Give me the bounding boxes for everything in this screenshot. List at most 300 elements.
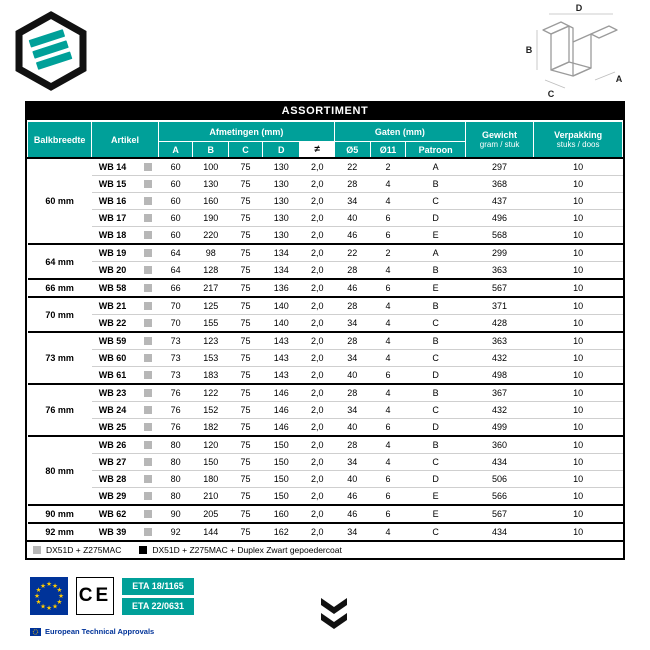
- artikel-label: WB 25: [98, 422, 127, 432]
- dim-d-cell: 130: [262, 176, 299, 193]
- verpakking-cell: 10: [534, 158, 623, 176]
- holes-o11-cell: 4: [370, 332, 406, 350]
- dim-b-cell: 100: [193, 158, 229, 176]
- artikel-label: WB 27: [98, 457, 127, 467]
- coating-swatch: [144, 371, 152, 379]
- patroon-cell: A: [406, 244, 466, 262]
- table-row: [28, 350, 623, 367]
- artikel-label: WB 20: [98, 265, 127, 275]
- diagram-label-c: C: [547, 89, 555, 99]
- artikel-cell: [92, 350, 159, 367]
- gewicht-cell: 499: [465, 419, 533, 437]
- coating-swatch: [144, 492, 152, 500]
- col-header-c: C: [229, 142, 263, 159]
- legend-swatch: [139, 546, 147, 554]
- coating-swatch: [144, 510, 152, 518]
- table-row: [28, 210, 623, 227]
- coating-swatch: [144, 475, 152, 483]
- table-row: [28, 384, 623, 402]
- patroon-cell: B: [406, 436, 466, 454]
- table-row: [28, 158, 623, 176]
- diagram-label-a: A: [615, 74, 623, 84]
- dim-c-cell: 75: [229, 350, 263, 367]
- thickness-cell: 2,0: [300, 297, 335, 315]
- holes-o11-cell: 6: [370, 227, 406, 245]
- dim-b-cell: 217: [193, 279, 229, 297]
- patroon-cell: B: [406, 262, 466, 280]
- holes-o11-cell: 2: [370, 244, 406, 262]
- patroon-cell: C: [406, 454, 466, 471]
- dim-a-cell: 76: [158, 384, 193, 402]
- dim-d-cell: 140: [262, 297, 299, 315]
- col-header-o11: Ø11: [370, 142, 406, 159]
- table-row: [28, 505, 623, 523]
- col-header-gaten: Gaten (mm): [334, 122, 465, 142]
- svg-text:★: ★: [35, 599, 42, 607]
- dim-d-cell: 150: [262, 488, 299, 506]
- dim-d-cell: 162: [262, 523, 299, 540]
- holes-o5-cell: 28: [334, 176, 370, 193]
- thickness-cell: 2,0: [300, 279, 335, 297]
- balkbreedte-cell: 76 mm: [28, 384, 92, 436]
- artikel-cell: [92, 193, 159, 210]
- dim-d-cell: 143: [262, 350, 299, 367]
- coating-swatch: [144, 302, 152, 310]
- assortiment-table: [25, 101, 625, 560]
- dim-d-cell: 146: [262, 402, 299, 419]
- holes-o5-cell: 22: [334, 158, 370, 176]
- patroon-cell: B: [406, 384, 466, 402]
- verpakking-cell: 10: [534, 523, 623, 540]
- col-header-patroon: Patroon: [406, 142, 466, 159]
- table-title: ASSORTIMENT: [27, 103, 623, 121]
- verpakking-cell: 10: [534, 332, 623, 350]
- artikel-cell: [92, 367, 159, 385]
- artikel-cell: [92, 488, 159, 506]
- verpakking-cell: 10: [534, 402, 623, 419]
- dim-c-cell: 75: [229, 402, 263, 419]
- dim-a-cell: 60: [158, 210, 193, 227]
- holes-o11-cell: 4: [370, 384, 406, 402]
- artikel-label: WB 18: [98, 230, 127, 240]
- holes-o5-cell: 46: [334, 279, 370, 297]
- verpakking-cell: 10: [534, 350, 623, 367]
- dim-d-cell: 146: [262, 384, 299, 402]
- scroll-down-chevrons-icon[interactable]: [318, 596, 350, 632]
- artikel-cell: [92, 297, 159, 315]
- dim-c-cell: 75: [229, 488, 263, 506]
- coating-swatch: [144, 389, 152, 397]
- dim-b-cell: 190: [193, 210, 229, 227]
- gewicht-cell: 297: [465, 158, 533, 176]
- dim-a-cell: 64: [158, 244, 193, 262]
- dim-b-cell: 120: [193, 436, 229, 454]
- thickness-cell: 2,0: [300, 262, 335, 280]
- brand-logo: [12, 8, 90, 94]
- patroon-cell: C: [406, 315, 466, 333]
- artikel-cell: [92, 315, 159, 333]
- coating-swatch: [144, 458, 152, 466]
- gewicht-cell: 568: [465, 227, 533, 245]
- dim-d-cell: 136: [262, 279, 299, 297]
- table-row: [28, 367, 623, 385]
- svg-text:★: ★: [52, 603, 58, 611]
- dim-d-cell: 130: [262, 227, 299, 245]
- bracket-outline: [543, 22, 617, 76]
- balkbreedte-cell: 60 mm: [28, 158, 92, 244]
- verpakking-cell: 10: [534, 279, 623, 297]
- dim-c-cell: 75: [229, 523, 263, 540]
- ce-mark: CE: [76, 577, 114, 615]
- coating-swatch: [144, 214, 152, 222]
- dim-d-cell: 134: [262, 262, 299, 280]
- holes-o5-cell: 46: [334, 505, 370, 523]
- col-header-a: A: [158, 142, 193, 159]
- holes-o11-cell: 6: [370, 471, 406, 488]
- holes-o5-cell: 46: [334, 488, 370, 506]
- patroon-cell: D: [406, 367, 466, 385]
- dim-a-cell: 60: [158, 176, 193, 193]
- svg-text:★: ★: [34, 593, 40, 601]
- balkbreedte-cell: 66 mm: [28, 279, 92, 297]
- col-header-gewicht: [465, 122, 533, 159]
- thickness-cell: 2,0: [300, 471, 335, 488]
- col-header-artikel: Artikel: [92, 122, 159, 159]
- col-header-thickness: ≠: [300, 142, 335, 159]
- svg-text:★: ★: [52, 582, 58, 590]
- table-row: [28, 402, 623, 419]
- patroon-cell: D: [406, 419, 466, 437]
- eta-badge-2: ETA 22/0631: [122, 598, 194, 615]
- artikel-label: WB 62: [98, 509, 127, 519]
- dim-b-cell: 210: [193, 488, 229, 506]
- coating-swatch: [144, 423, 152, 431]
- table-row: [28, 436, 623, 454]
- patroon-cell: E: [406, 505, 466, 523]
- holes-o5-cell: 28: [334, 436, 370, 454]
- artikel-label: WB 19: [98, 248, 127, 258]
- dim-b-cell: 125: [193, 297, 229, 315]
- thickness-cell: 2,0: [300, 158, 335, 176]
- table-row: [28, 419, 623, 437]
- legend-item: [139, 545, 341, 555]
- dim-a-cell: 92: [158, 523, 193, 540]
- eta-caption-text: European Technical Approvals: [45, 627, 155, 636]
- mini-eu-flag-icon: [30, 628, 41, 636]
- verpakking-cell: 10: [534, 210, 623, 227]
- artikel-cell: [92, 505, 159, 523]
- dim-a-cell: 70: [158, 297, 193, 315]
- dim-a-cell: 90: [158, 505, 193, 523]
- dim-a-cell: 80: [158, 454, 193, 471]
- dim-b-cell: 155: [193, 315, 229, 333]
- table-row: [28, 332, 623, 350]
- verpakking-cell: 10: [534, 505, 623, 523]
- artikel-cell: [92, 384, 159, 402]
- thickness-cell: 2,0: [300, 315, 335, 333]
- dim-d-cell: 160: [262, 505, 299, 523]
- gewicht-cell: 567: [465, 505, 533, 523]
- dim-d-cell: 150: [262, 454, 299, 471]
- artikel-label: WB 24: [98, 405, 127, 415]
- gewicht-cell: 367: [465, 384, 533, 402]
- dim-b-cell: 205: [193, 505, 229, 523]
- dim-d-cell: 134: [262, 244, 299, 262]
- dim-b-cell: 182: [193, 419, 229, 437]
- artikel-label: WB 58: [98, 283, 127, 293]
- dim-b-cell: 153: [193, 350, 229, 367]
- gewicht-cell: 496: [465, 210, 533, 227]
- dim-c-cell: 75: [229, 244, 263, 262]
- svg-text:★: ★: [46, 605, 52, 613]
- dim-a-cell: 73: [158, 367, 193, 385]
- eu-flag-icon: [30, 577, 68, 615]
- eta-badge-1: ETA 18/1165: [122, 578, 194, 595]
- svg-text:★: ★: [35, 587, 42, 595]
- holes-o5-cell: 28: [334, 384, 370, 402]
- dim-c-cell: 75: [229, 176, 263, 193]
- dim-b-cell: 160: [193, 193, 229, 210]
- dim-a-cell: 70: [158, 315, 193, 333]
- dim-a-cell: 60: [158, 227, 193, 245]
- diagram-label-b: B: [525, 45, 533, 55]
- coating-swatch: [144, 319, 152, 327]
- dim-c-cell: 75: [229, 505, 263, 523]
- balkbreedte-cell: 92 mm: [28, 523, 92, 540]
- thickness-cell: 2,0: [300, 367, 335, 385]
- svg-text:★: ★: [40, 603, 46, 611]
- thickness-cell: 2,0: [300, 523, 335, 540]
- gewicht-cell: 371: [465, 297, 533, 315]
- svg-text:★: ★: [58, 593, 64, 601]
- verpakking-title: Verpakking: [554, 130, 603, 140]
- gewicht-cell: 432: [465, 350, 533, 367]
- holes-o5-cell: 28: [334, 262, 370, 280]
- verpakking-cell: 10: [534, 297, 623, 315]
- thickness-cell: 2,0: [300, 332, 335, 350]
- dim-a-cell: 80: [158, 488, 193, 506]
- gewicht-cell: 434: [465, 454, 533, 471]
- verpakking-cell: 10: [534, 471, 623, 488]
- holes-o11-cell: 6: [370, 419, 406, 437]
- holes-o11-cell: 4: [370, 523, 406, 540]
- table-row: [28, 471, 623, 488]
- holes-o5-cell: 34: [334, 523, 370, 540]
- verpakking-cell: 10: [534, 436, 623, 454]
- coating-swatch: [144, 180, 152, 188]
- patroon-cell: E: [406, 488, 466, 506]
- thickness-cell: 2,0: [300, 350, 335, 367]
- holes-o11-cell: 6: [370, 488, 406, 506]
- col-header-afmetingen: Afmetingen (mm): [158, 122, 334, 142]
- holes-o11-cell: 4: [370, 350, 406, 367]
- verpakking-cell: 10: [534, 315, 623, 333]
- patroon-cell: B: [406, 332, 466, 350]
- dim-a-cell: 60: [158, 158, 193, 176]
- holes-o11-cell: 4: [370, 402, 406, 419]
- holes-o5-cell: 46: [334, 227, 370, 245]
- col-header-o5: Ø5: [334, 142, 370, 159]
- dim-b-cell: 180: [193, 471, 229, 488]
- svg-text:★: ★: [46, 581, 52, 589]
- artikel-cell: [92, 210, 159, 227]
- balkbreedte-cell: 90 mm: [28, 505, 92, 523]
- coating-swatch: [144, 441, 152, 449]
- verpakking-cell: 10: [534, 384, 623, 402]
- thickness-cell: 2,0: [300, 210, 335, 227]
- thickness-cell: 2,0: [300, 402, 335, 419]
- legend-item: [33, 545, 121, 555]
- artikel-label: WB 29: [98, 491, 127, 501]
- coating-swatch: [144, 528, 152, 536]
- dim-c-cell: 75: [229, 210, 263, 227]
- gewicht-cell: 434: [465, 523, 533, 540]
- patroon-cell: D: [406, 471, 466, 488]
- dim-d-cell: 130: [262, 193, 299, 210]
- patroon-cell: C: [406, 350, 466, 367]
- gewicht-cell: 299: [465, 244, 533, 262]
- thickness-cell: 2,0: [300, 193, 335, 210]
- holes-o11-cell: 4: [370, 193, 406, 210]
- coating-swatch: [144, 406, 152, 414]
- verpakking-cell: 10: [534, 227, 623, 245]
- artikel-label: WB 26: [98, 440, 127, 450]
- gewicht-unit: gram / stuk: [479, 140, 520, 149]
- patroon-cell: C: [406, 193, 466, 210]
- coating-swatch: [144, 249, 152, 257]
- artikel-label: WB 39: [98, 527, 127, 537]
- dim-a-cell: 76: [158, 419, 193, 437]
- artikel-cell: [92, 419, 159, 437]
- table-row: [28, 176, 623, 193]
- diagram-label-d: D: [575, 3, 583, 13]
- thickness-cell: 2,0: [300, 176, 335, 193]
- balkbreedte-cell: 80 mm: [28, 436, 92, 505]
- gewicht-cell: 363: [465, 332, 533, 350]
- table-row: [28, 454, 623, 471]
- col-header-b: B: [193, 142, 229, 159]
- artikel-label: WB 59: [98, 336, 127, 346]
- patroon-cell: A: [406, 158, 466, 176]
- patroon-cell: E: [406, 279, 466, 297]
- coating-swatch: [144, 284, 152, 292]
- gewicht-cell: 360: [465, 436, 533, 454]
- artikel-cell: [92, 176, 159, 193]
- thickness-cell: 2,0: [300, 384, 335, 402]
- balkbreedte-cell: 64 mm: [28, 244, 92, 279]
- verpakking-unit: stuks / doos: [556, 140, 600, 149]
- artikel-cell: [92, 436, 159, 454]
- svg-text:★: ★: [40, 582, 46, 590]
- thickness-cell: 2,0: [300, 419, 335, 437]
- dim-c-cell: 75: [229, 262, 263, 280]
- dim-c-cell: 75: [229, 367, 263, 385]
- dim-b-cell: 98: [193, 244, 229, 262]
- holes-o11-cell: 6: [370, 367, 406, 385]
- holes-o11-cell: 4: [370, 262, 406, 280]
- dim-c-cell: 75: [229, 454, 263, 471]
- dim-c-cell: 75: [229, 471, 263, 488]
- coating-swatch: [144, 354, 152, 362]
- dimension-lines: [537, 14, 615, 88]
- gewicht-cell: 567: [465, 279, 533, 297]
- dim-c-cell: 75: [229, 158, 263, 176]
- col-header-d: D: [262, 142, 299, 159]
- coating-swatch: [144, 337, 152, 345]
- thickness-cell: 2,0: [300, 454, 335, 471]
- gewicht-cell: 428: [465, 315, 533, 333]
- artikel-label: WB 28: [98, 474, 127, 484]
- dim-d-cell: 140: [262, 315, 299, 333]
- coating-legend: [27, 540, 623, 558]
- thickness-cell: 2,0: [300, 436, 335, 454]
- col-header-verpakking: [534, 122, 623, 159]
- holes-o5-cell: 40: [334, 419, 370, 437]
- verpakking-cell: 10: [534, 488, 623, 506]
- verpakking-cell: 10: [534, 419, 623, 437]
- artikel-cell: [92, 332, 159, 350]
- legend-label: DX51D + Z275MAC: [46, 545, 122, 555]
- gewicht-cell: 368: [465, 176, 533, 193]
- coating-swatch: [144, 231, 152, 239]
- dim-c-cell: 75: [229, 419, 263, 437]
- dim-d-cell: 150: [262, 436, 299, 454]
- holes-o5-cell: 34: [334, 193, 370, 210]
- dim-d-cell: 143: [262, 332, 299, 350]
- coating-swatch: [144, 163, 152, 171]
- dim-d-cell: 143: [262, 367, 299, 385]
- holes-o11-cell: 4: [370, 176, 406, 193]
- legend-label: DX51D + Z275MAC + Duplex Zwart gepoedercoat: [152, 545, 342, 555]
- dim-c-cell: 75: [229, 436, 263, 454]
- artikel-label: WB 15: [98, 179, 127, 189]
- gewicht-cell: 506: [465, 471, 533, 488]
- coating-swatch: [144, 266, 152, 274]
- dim-c-cell: 75: [229, 227, 263, 245]
- dim-a-cell: 66: [158, 279, 193, 297]
- holes-o11-cell: 4: [370, 297, 406, 315]
- holes-o5-cell: 28: [334, 332, 370, 350]
- table-row: [28, 523, 623, 540]
- product-diagram: [520, 2, 632, 102]
- artikel-label: WB 22: [98, 318, 127, 328]
- thickness-cell: 2,0: [300, 227, 335, 245]
- dim-b-cell: 150: [193, 454, 229, 471]
- svg-text:★: ★: [56, 587, 63, 595]
- dim-d-cell: 130: [262, 210, 299, 227]
- dim-c-cell: 75: [229, 297, 263, 315]
- table-row: [28, 315, 623, 333]
- balkbreedte-cell: 73 mm: [28, 332, 92, 384]
- dim-b-cell: 122: [193, 384, 229, 402]
- holes-o5-cell: 34: [334, 454, 370, 471]
- patroon-cell: B: [406, 176, 466, 193]
- balkbreedte-cell: 70 mm: [28, 297, 92, 332]
- artikel-cell: [92, 471, 159, 488]
- dim-b-cell: 183: [193, 367, 229, 385]
- dim-a-cell: 80: [158, 436, 193, 454]
- dim-b-cell: 220: [193, 227, 229, 245]
- table-row: [28, 244, 623, 262]
- holes-o11-cell: 6: [370, 505, 406, 523]
- dim-a-cell: 80: [158, 471, 193, 488]
- holes-o5-cell: 40: [334, 367, 370, 385]
- artikel-label: WB 21: [98, 301, 127, 311]
- gewicht-cell: 437: [465, 193, 533, 210]
- svg-text:★: ★: [56, 599, 63, 607]
- patroon-cell: C: [406, 523, 466, 540]
- holes-o5-cell: 34: [334, 402, 370, 419]
